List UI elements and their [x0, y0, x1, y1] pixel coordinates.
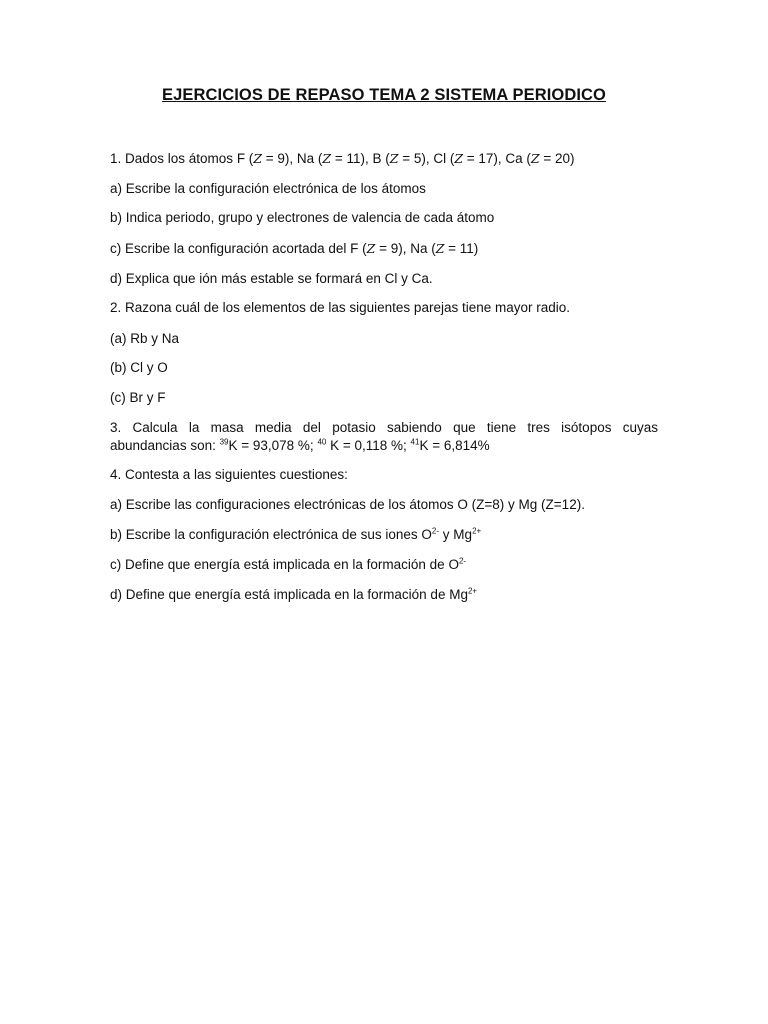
q4b-text: y Mg	[439, 527, 473, 542]
question-2b: (b) Cl y O	[110, 360, 168, 375]
z-symbol: Z	[366, 241, 376, 256]
q1-text: = 17), Ca (	[463, 151, 531, 166]
isotope-mass: 40	[317, 437, 327, 447]
z-symbol: Z	[530, 151, 540, 166]
q4d-text: d) Define que energía está implicada en la formación de Mg	[110, 587, 468, 602]
ion-charge: 2+	[467, 586, 478, 596]
z-symbol: Z	[454, 151, 464, 166]
q1c-text: = 9), Na (	[375, 241, 436, 256]
ion-charge: 2-	[431, 526, 440, 536]
question-4d	[110, 586, 658, 604]
question-4b	[110, 526, 658, 544]
question-3-line-2	[110, 437, 658, 455]
q3-text: K = 0,118 %;	[326, 438, 411, 453]
question-1d: d) Explica que ión más estable se formará en Cl y Ca.	[110, 271, 433, 286]
q1-text: = 9), Na (	[262, 151, 323, 166]
isotope-mass: 39	[219, 437, 229, 447]
question-4: 4. Contesta a las siguientes cuestiones:	[110, 467, 348, 482]
question-1c	[110, 240, 658, 258]
question-2: 2. Razona cuál de los elementos de las siguientes parejas tiene mayor radio.	[110, 300, 571, 315]
ion-charge: 2-	[458, 556, 467, 566]
question-1a: a) Escribe la configuración electrónica de los átomos	[110, 181, 426, 196]
question-2c: (c) Br y F	[110, 390, 166, 405]
q3-text: K = 93,078 %;	[228, 438, 318, 453]
q1c-text: c) Escribe la configuración acortada del F (	[110, 241, 367, 256]
z-symbol: Z	[322, 151, 332, 166]
z-symbol: Z	[389, 151, 399, 166]
q4c-text: c) Define que energía está implicada en la formación de O	[110, 557, 459, 572]
q1-text: = 11), B (	[331, 151, 390, 166]
isotope-mass: 41	[410, 437, 420, 447]
question-4a: a) Escribe las configuraciones electrónicas de los átomos O (Z=8) y Mg (Z=12).	[110, 497, 585, 512]
q1c-text: = 11)	[444, 241, 479, 256]
z-symbol: Z	[253, 151, 262, 166]
q3-text: abundancias son:	[110, 438, 220, 453]
page-title: EJERCICIOS DE REPASO TEMA 2 SISTEMA PERIODICO	[162, 86, 606, 104]
ion-charge: 2+	[472, 526, 482, 536]
question-4c	[110, 556, 658, 574]
z-symbol: Z	[435, 241, 445, 256]
q1-text: = 5), Cl (	[398, 151, 455, 166]
question-2a: (a) Rb y Na	[110, 331, 180, 346]
q1-text: 1. Dados los átomos F (	[110, 151, 254, 166]
question-1b: b) Indica periodo, grupo y electrones de valencia de cada átomo	[110, 210, 495, 225]
question-3-line-1: 3. Calcula la masa media del potasio sabiendo que tiene tres isótopos cuyas	[110, 420, 658, 435]
q1-text: = 20)	[539, 151, 575, 166]
question-1	[110, 150, 658, 168]
q4b-text: b) Escribe la configuración electrónica de sus iones O	[110, 527, 432, 542]
q3-text: K = 6,814%	[419, 438, 490, 453]
